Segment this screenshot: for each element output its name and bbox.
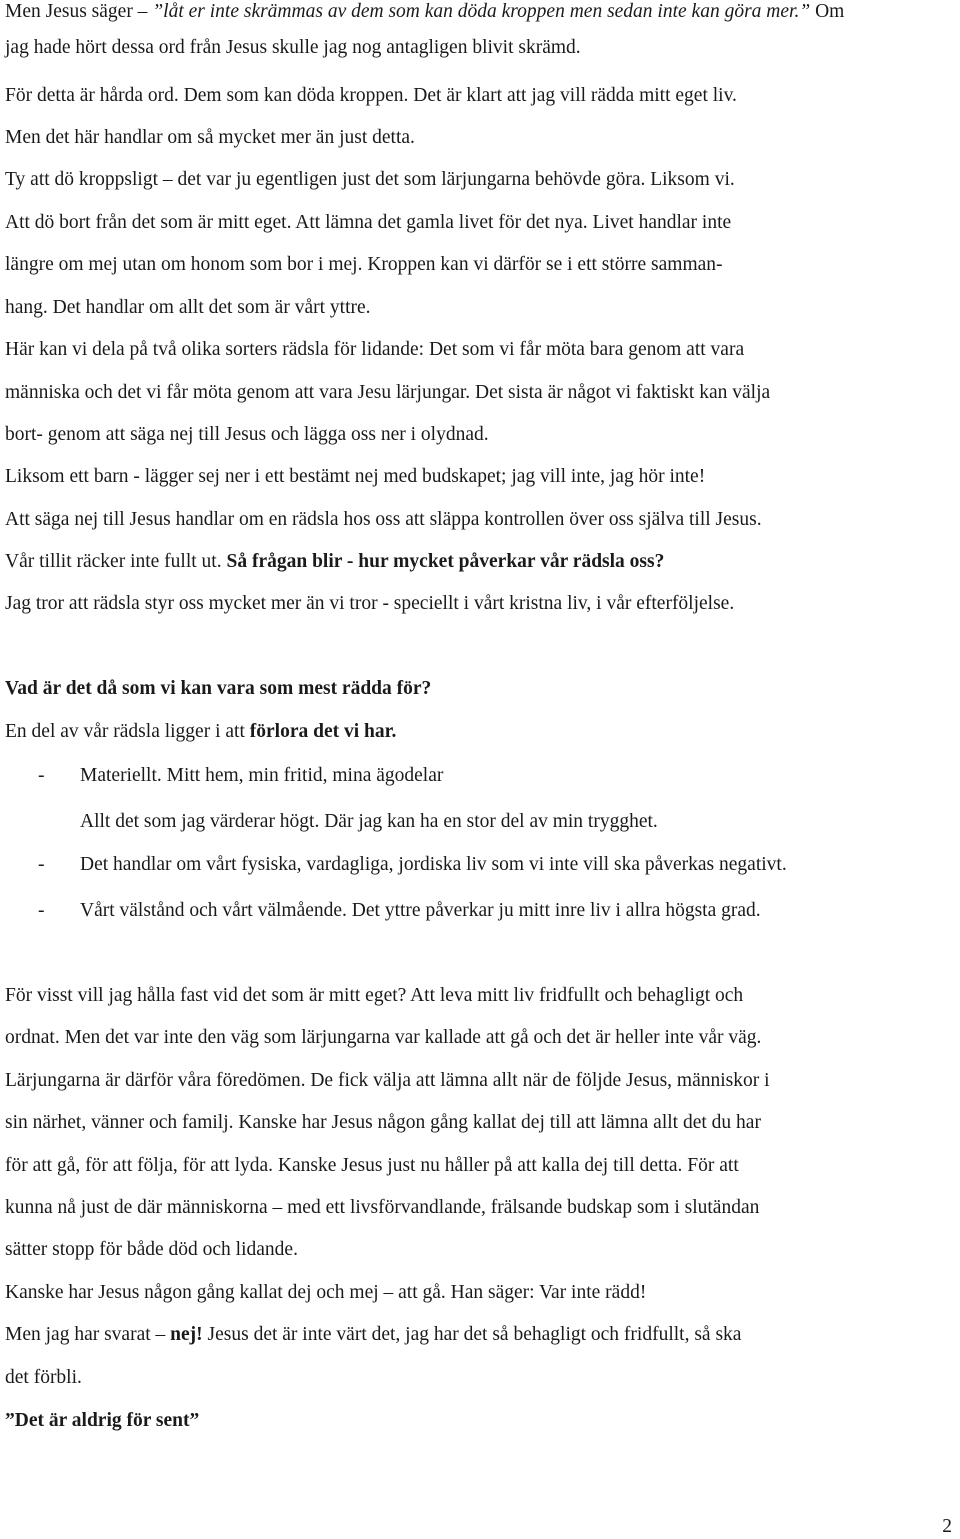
bullet-continuation: Allt det som jag värderar högt. Där jag kan ha en stor del av min trygghet. [80, 811, 658, 832]
text-line: sätter stopp för både död och lidande. [5, 1239, 298, 1260]
bullet-dash: - [38, 765, 45, 786]
text-span: Om [810, 1, 845, 22]
text-line: sin närhet, vänner och familj. Kanske har Jesus någon gång kallat dej till att lämna allt det du har [5, 1112, 761, 1133]
text-line [5, 1323, 741, 1347]
text-line: längre om mej utan om honom som bor i mej. Kroppen kan vi därför se i ett större samman- [5, 254, 723, 275]
text-span: Vår tillit räcker inte fullt ut. [5, 551, 227, 572]
text-line: Ty att dö kroppsligt – det var ju egentligen just det som lärjungarna behövde göra. Liksom vi. [5, 169, 735, 190]
text-line: Jag tror att rädsla styr oss mycket mer än vi tror - speciellt i vårt kristna liv, i vår efterföljelse. [5, 593, 735, 614]
heading-text: Vad är det då som vi kan vara som mest rädda för? [5, 678, 432, 699]
text-line: människa och det vi får möta genom att vara Jesu lärjungar. Det sista är något vi faktiskt kan välja [5, 382, 771, 403]
closing-line [5, 1409, 199, 1433]
text-line: För visst vill jag hålla fast vid det som är mitt eget? Att leva mitt liv fridfullt och behagligt och [5, 985, 744, 1006]
quote-italic: ”låt er inte skrämmas av dem som kan döda kroppen men sedan inte kan göra mer.” [152, 1, 811, 22]
text-line [5, 550, 664, 574]
text-span: Men Jesus säger – [5, 1, 153, 22]
text-line: för att gå, för att följa, för att lyda. Kanske Jesus just nu håller på att kalla dej till detta. För att [5, 1155, 739, 1176]
text-line: Liksom ett barn - lägger sej ner i ett bestämt nej med budskapet; jag vill inte, jag hör inte! [5, 466, 706, 487]
bullet-dash: - [38, 854, 45, 875]
bullet-dash: - [38, 900, 45, 921]
section-heading [5, 677, 431, 701]
text-line: Att säga nej till Jesus handlar om en rädsla hos oss att släppa kontrollen över oss själva till Jesus. [5, 509, 762, 530]
closing-quote: ”Det är aldrig för sent” [5, 1410, 200, 1431]
text-span: Jesus det är inte värt det, jag har det så behagligt och fridfullt, så ska [202, 1324, 742, 1345]
text-line: Men det här handlar om så mycket mer än just detta. [5, 127, 415, 148]
text-line: För detta är hårda ord. Dem som kan döda kroppen. Det är klart att jag vill rädda mitt eget liv. [5, 85, 737, 106]
text-span: En del av vår rädsla ligger i att [5, 721, 250, 742]
bullet-text: Materiellt. Mitt hem, min fritid, mina ägodelar [80, 765, 444, 786]
text-line: Att dö bort från det som är mitt eget. Att lämna det gamla livet för det nya. Livet handlar inte [5, 212, 732, 233]
text-line [5, 0, 844, 24]
page-number: 2 [942, 1516, 952, 1537]
text-line: bort- genom att säga nej till Jesus och lägga oss ner i olydnad. [5, 424, 489, 445]
bold-question: Så frågan blir - hur mycket påverkar vår rädsla oss? [226, 551, 665, 572]
text-line: Här kan vi dela på två olika sorters rädsla för lidande: Det som vi får möta bara genom att vara [5, 339, 745, 360]
bold-word: nej! [170, 1324, 203, 1345]
text-line: det förbli. [5, 1367, 82, 1388]
text-line: hang. Det handlar om allt det som är vårt yttre. [5, 297, 371, 318]
bold-phrase: förlora det vi har. [249, 721, 397, 742]
text-line: jag hade hört dessa ord från Jesus skulle jag nog antagligen blivit skrämd. [5, 37, 581, 58]
bullet-text: Det handlar om vårt fysiska, vardagliga, jordiska liv som vi inte vill ska påverkas negativt. [80, 854, 787, 875]
text-line: Lärjungarna är därför våra föredömen. De fick välja att lämna allt när de följde Jesus, människor i [5, 1070, 770, 1091]
text-span: Men jag har svarat – [5, 1324, 171, 1345]
bullet-text: Vårt välstånd och vårt välmående. Det yttre påverkar ju mitt inre liv i allra högsta grad. [80, 900, 761, 921]
text-line: kunna nå just de där människorna – med ett livsförvandlande, frälsande budskap som i slutändan [5, 1197, 760, 1218]
text-line [5, 720, 396, 744]
text-line: ordnat. Men det var inte den väg som lärjungarna var kallade att gå och det är heller inte vår väg. [5, 1027, 762, 1048]
text-line: Kanske har Jesus någon gång kallat dej och mej – att gå. Han säger: Var inte rädd! [5, 1282, 647, 1303]
